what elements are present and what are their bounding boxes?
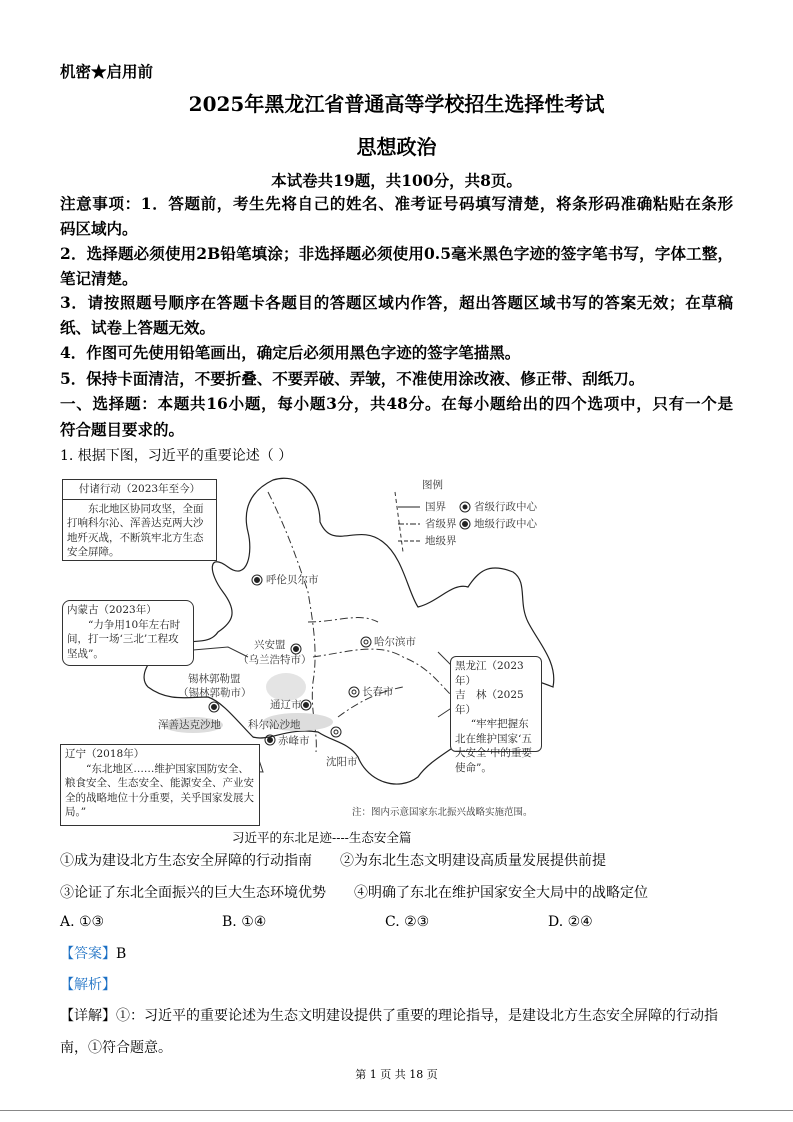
legend-item: 省级界	[425, 518, 457, 530]
option-statement: ①成为建设北方生态安全屏障的行动指南	[60, 853, 312, 869]
liaoning-box-body: “东北地区……维护国家国防安全、粮食安全、生态安全、能源安全、产业安全的战略地位十分重要，关乎国家发展大局。”	[65, 762, 254, 818]
city-label: 锡林郭勒盟	[188, 673, 241, 685]
city-label: 沈阳市	[326, 756, 358, 768]
neimenggu-box	[62, 600, 194, 666]
detail-text: ①：习近平的重要论述为生态文明建设提供了重要的理论指导，是建设北方生态安全屏障的行动指	[116, 1008, 718, 1024]
note-line: 4．作图可先使用铅笔画出，确定后必须用黑色字迹的签字笔描黑。	[60, 343, 521, 362]
action-box-body: 东北地区协同攻坚，全面打响科尔沁、浑善达克两大沙地歼灭战，不断筑牢北方生态安全屏障。	[67, 502, 204, 558]
action-box-title: 付诸行动（2023年至今）	[63, 480, 216, 500]
liaoning-box	[60, 744, 260, 826]
northeast-map	[58, 472, 748, 828]
legend-item: 地级行政中心	[474, 518, 537, 530]
neimenggu-box-body: “力争用10年左右时间，打一场‘三北’工程攻坚战”。	[67, 618, 181, 660]
option-statement: ③论证了东北全面振兴的巨大生态环境优势	[60, 885, 326, 901]
section-heading: 符合题目要求的。	[60, 420, 185, 439]
desert-label: 科尔沁沙地	[248, 719, 301, 731]
subject-title: 思想政治	[356, 135, 437, 159]
heilongjiang-jilin-box	[450, 656, 542, 774]
detail-label: 【详解】	[60, 1008, 116, 1024]
note-line: 纸、试卷上答题无效。	[60, 318, 216, 337]
page-divider	[0, 1110, 793, 1111]
liaoning-box-title: 辽宁（2018年）	[65, 748, 145, 760]
note-line: 码区域内。	[60, 219, 138, 238]
legend-item: 地级界	[425, 535, 457, 547]
city-label: （乌兰浩特市）	[238, 654, 312, 666]
map-note: 注：图内示意国家东北振兴战略实施范围。	[352, 807, 533, 818]
city-label: 兴安盟	[254, 639, 286, 651]
answer-row	[60, 945, 126, 963]
legend-item: 省级行政中心	[474, 501, 537, 513]
option-statement: ②为东北生态文明建设高质量发展提供前提	[340, 853, 606, 869]
action-box	[62, 479, 217, 561]
city-label: 赤峰市	[278, 735, 310, 747]
city-label: 呼伦贝尔市	[266, 574, 319, 586]
section-heading: 一、选择题：本题共16小题，每小题3分，共48分。在每小题给出的四个选项中，只有一个是	[60, 394, 733, 413]
option-statement: ④明确了东北在维护国家安全大局中的战略定位	[354, 885, 648, 901]
neimenggu-box-title: 内蒙古（2023年）	[67, 604, 157, 616]
answer-value: B	[116, 946, 127, 962]
legend-title: 图例	[422, 479, 443, 491]
box-line: 吉 林（2025年）	[455, 689, 524, 716]
note-line: 5．保持卡面清洁，不要折叠、不要弄破、弄皱，不准使用涂改液、修正带、刮纸刀。	[60, 369, 645, 388]
secret-label: 机密★启用前	[60, 62, 154, 81]
choice-c[interactable]: C. ②③	[385, 914, 430, 930]
city-label: 哈尔滨市	[374, 636, 416, 648]
map-caption: 习近平的东北足迹----生态安全篇	[232, 830, 412, 845]
detail-line: 南，①符合题意。	[60, 1040, 172, 1056]
city-label: 通辽市	[270, 699, 302, 711]
note-line: 注意事项：1．答题前，考生先将自己的姓名、准考证号码填写清楚，将条形码准确粘贴在条形	[60, 194, 733, 213]
choice-d[interactable]: D. ②④	[548, 914, 593, 930]
note-line: 笔记清楚。	[60, 269, 138, 288]
answer-label: 【答案】	[60, 946, 116, 962]
exam-info: 本试卷共19题，共100分，共8页。	[271, 171, 522, 190]
desert-label: 浑善达克沙地	[158, 719, 221, 731]
exam-title: 2025年黑龙江省普通高等学校招生选择性考试	[188, 92, 605, 116]
box-line: 黑龙江（2023年）	[455, 660, 524, 687]
choice-b[interactable]: B. ①④	[222, 914, 267, 930]
city-label: （锡林郭勒市）	[178, 687, 252, 699]
city-label: 长春市	[362, 686, 394, 698]
analysis-label: 【解析】	[60, 977, 116, 993]
legend-item: 国界	[425, 501, 446, 513]
detail-line	[60, 1007, 733, 1025]
choice-a[interactable]: A. ①③	[60, 914, 105, 930]
box-body: “牢牢把握东北在维护国家‘五大安全’中的重要使命”。	[455, 718, 532, 774]
question-stem: 1. 根据下图，习近平的重要论述（ ）	[60, 448, 293, 464]
page-footer: 第 1 页 共 18 页	[355, 1068, 438, 1081]
note-line: 2．选择题必须使用2B铅笔填涂；非选择题必须使用0.5毫米黑色字迹的签字笔书写，字体工整，	[60, 244, 733, 263]
note-line: 3．请按照题号顺序在答题卡各题目的答题区域内作答，超出答题区域书写的答案无效；在草稿	[60, 293, 733, 312]
